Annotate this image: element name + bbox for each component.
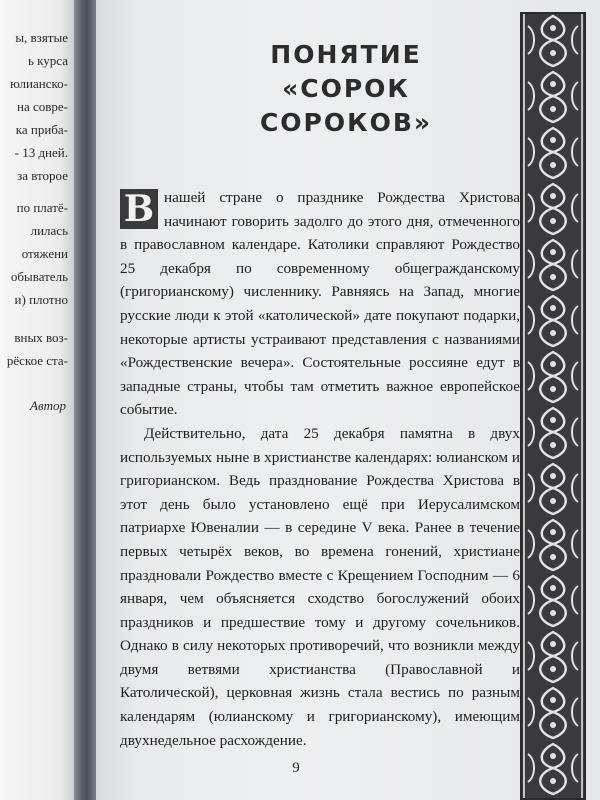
main-page (96, 0, 600, 800)
left-page-line: ь курса (27, 53, 68, 68)
drop-cap: В (120, 189, 158, 229)
chapter-title (196, 38, 496, 140)
chapter-title-line-2: «СОРОК СОРОКОВ» (259, 74, 433, 137)
left-page-line: отяжени (21, 246, 68, 261)
left-page-line: рёское ста- (6, 353, 68, 368)
paragraph-2: Действительно, дата 25 декабря памятна в двух используемых ныне в христианстве календарях: юлианском и григорианском. Ведь празднование Рождества Христова в этот день было установлено ещё при Иерусалимском патриархе Ювеналии — в середине V века. Ранее в течение первых четырёх веков, во времена гонений, христиане праздновали Рождество вместе с Крещением Господним — 6 января, чем объясняется сходство богослужений обоих праздников и предшествие тому и другому сочельников. Однако в силу некоторых противоречий, что возникли между двумя ветвями христианства (Православной и Католической), церковная жизнь стала вестись по разным календарям (юлианскому и григорианскому), имеющим двухнедельное расхождение. (120, 424, 520, 749)
chapter-title-line-1: ПОНЯТИЕ (270, 40, 422, 69)
left-page-line: ы, взятые (15, 30, 68, 45)
left-page-line: ка приба- (15, 122, 68, 137)
left-page-line: лилась (30, 223, 68, 238)
book-gutter (74, 0, 96, 800)
previous-page (0, 0, 74, 800)
left-page-line: обыватель (10, 269, 68, 284)
paragraph-1-text: нашей стране о празднике Рождества Христова начинают говорить задолго до этого дня, отмеченного в православном календаре. Католики справляют Рождество 25 декабря по современному общегражданскому (григорианскому) численнику. Равняясь на Запад, многие русские люди к этой «католической» дате покупают подарки, некоторые артисты устраивают представления с названиями «Рождественские вечера». Состоятельные россияне едут в западные страны, чтобы там отметить важное европейское событие. (120, 189, 520, 419)
left-page-line: по платё- (16, 200, 68, 215)
left-page-line: вных воз- (14, 330, 68, 345)
left-page-line: - 13 дней. (14, 145, 68, 160)
ornamental-border-icon (520, 12, 586, 800)
left-page-line: и) плотно (14, 292, 68, 307)
left-page-line: юлианско- (10, 76, 68, 91)
left-page-author: Автор (30, 398, 66, 413)
left-page-line: за второе (17, 168, 68, 183)
left-page-line: на совре- (17, 99, 68, 114)
body-text (120, 186, 520, 752)
page-number: 9 (292, 760, 300, 776)
paragraph-1 (120, 186, 520, 422)
